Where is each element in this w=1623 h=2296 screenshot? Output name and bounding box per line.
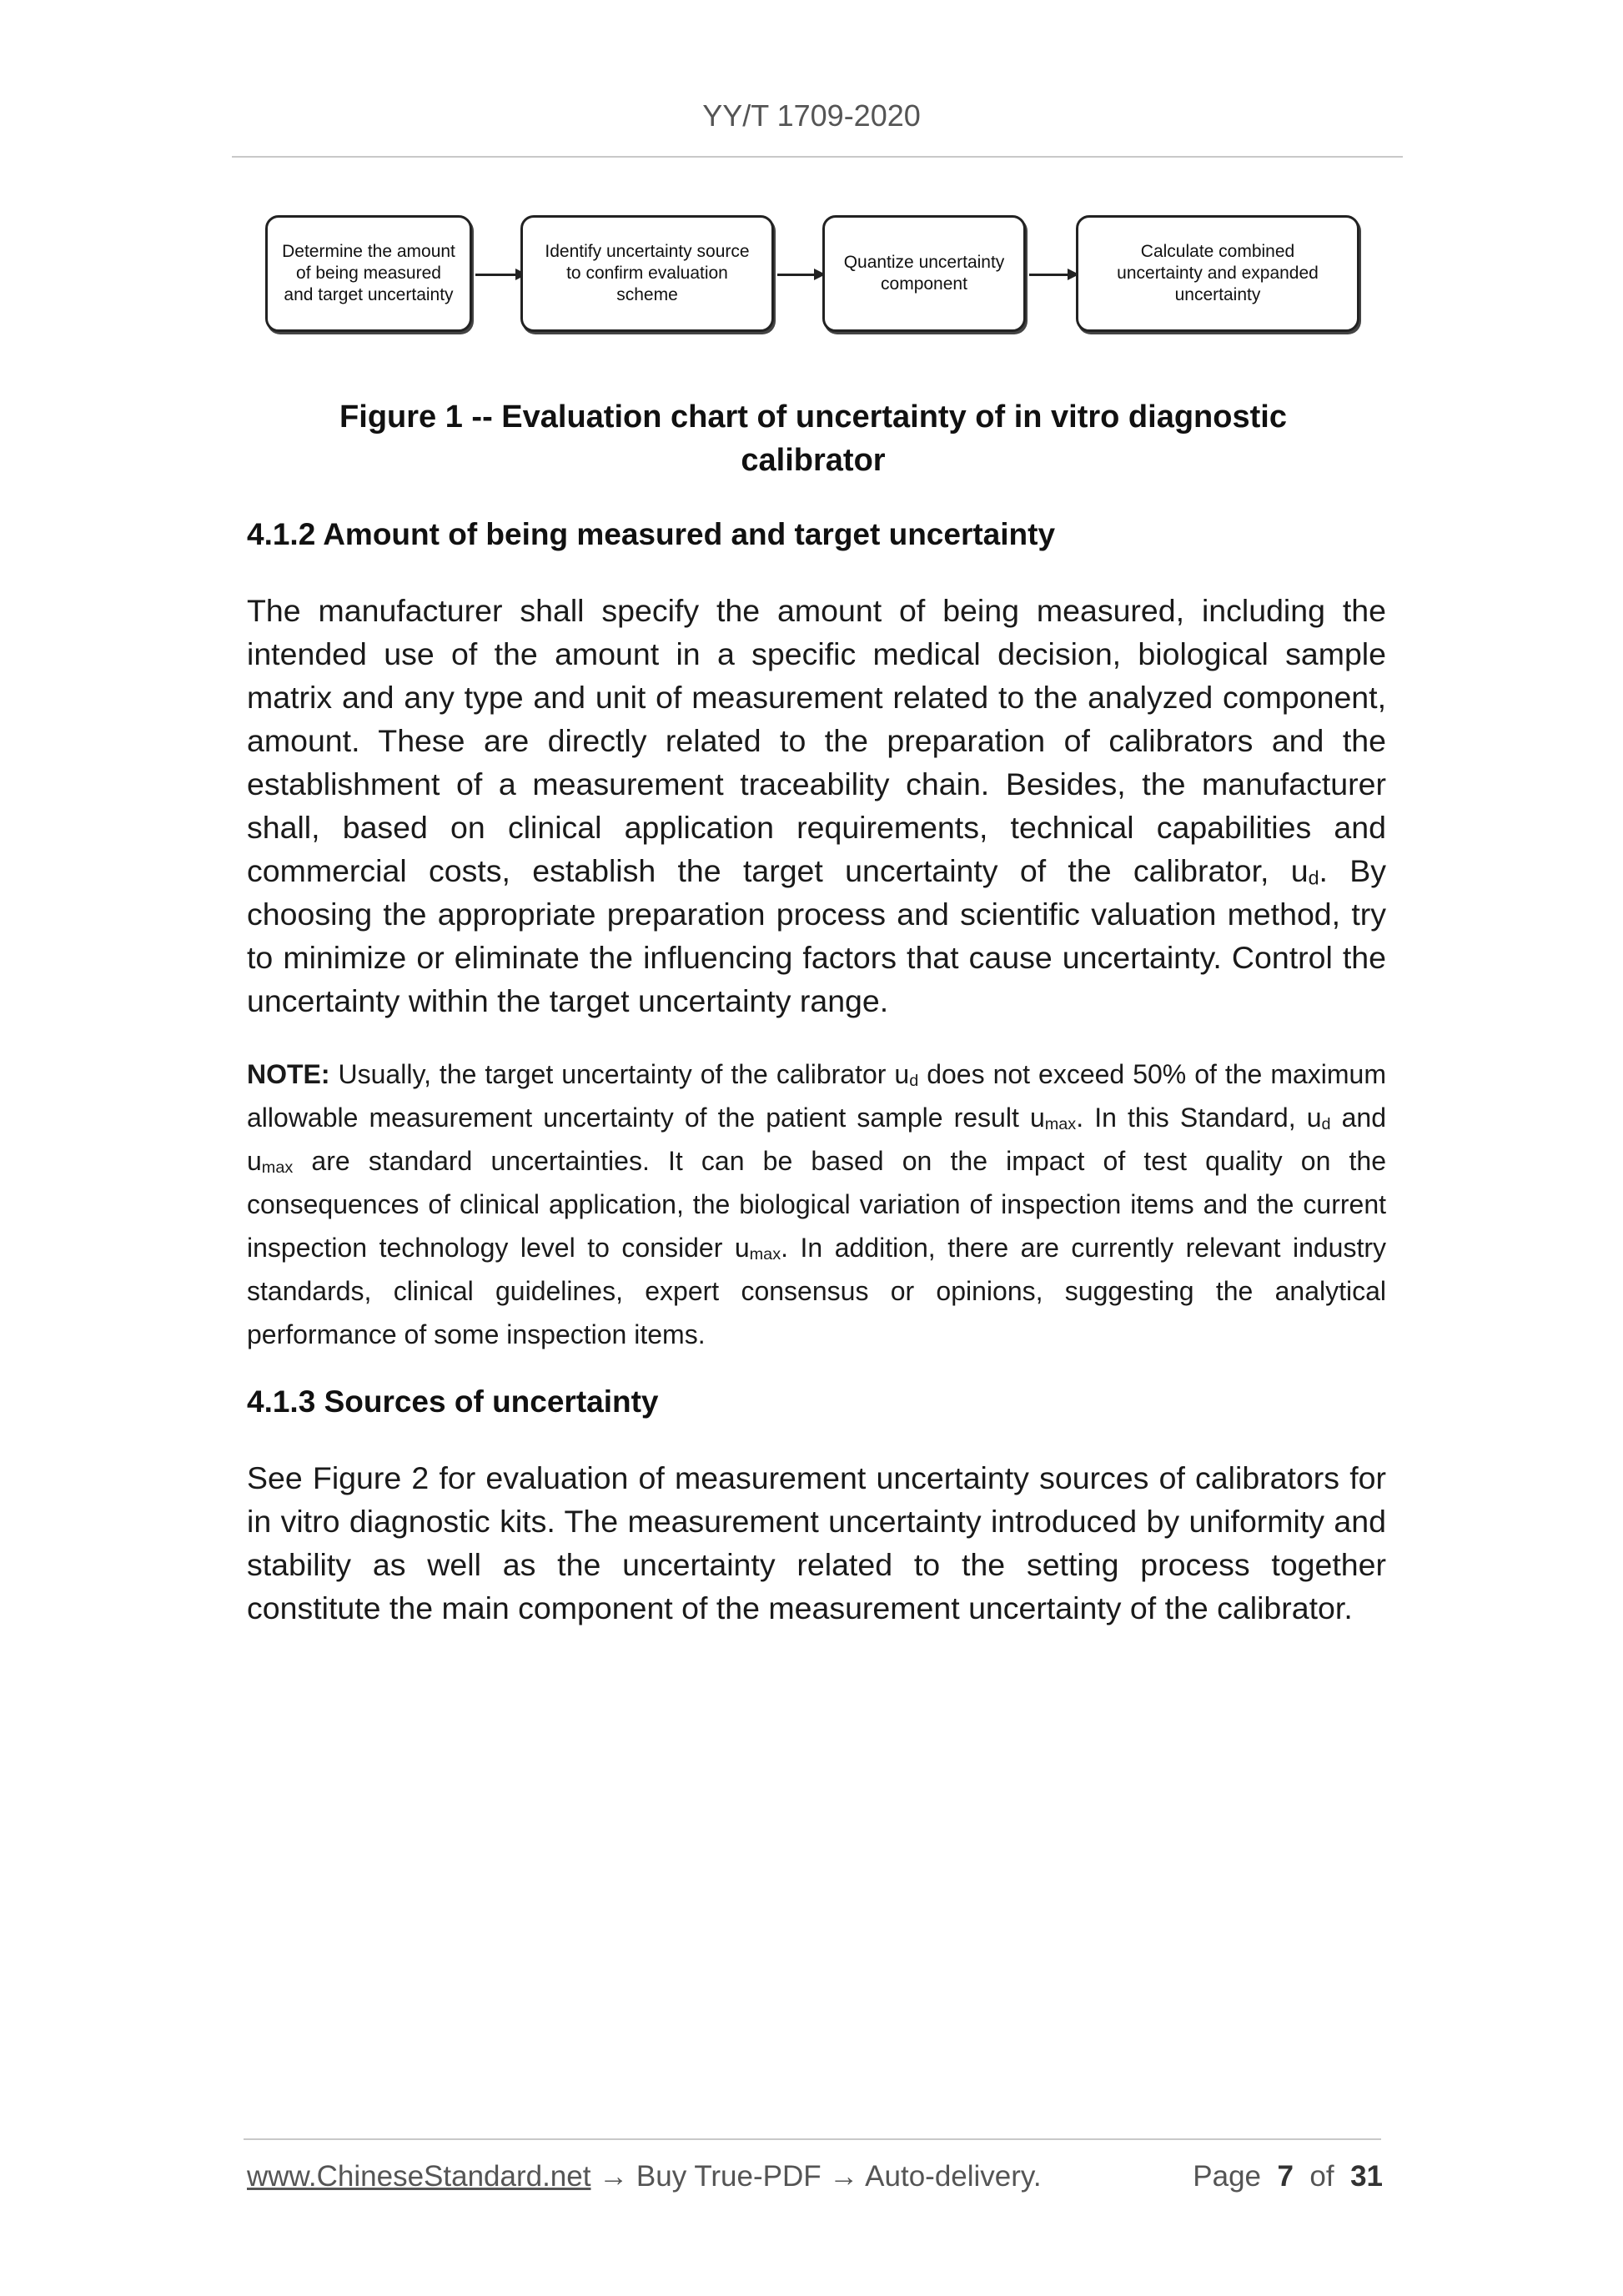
section-heading-4-1-3: 4.1.3 Sources of uncertainty [247,1384,659,1419]
footer-divider [244,2138,1381,2140]
flow-step-4 [1076,215,1359,332]
flow-step-2-label: Identify uncertainty source to confirm evaluation scheme [545,242,750,304]
flow-step-1-label: Determine the amount of being measured and target uncertainty [282,242,455,304]
note-label: NOTE: [247,1059,330,1089]
footer-promo: www.ChineseStandard.net → Buy True-PDF → Auto-delivery. [247,2160,1042,2193]
section-4-1-3-paragraph: See Figure 2 for evaluation of measurement uncertainty sources of calibrators for in vitro diagnostic kits. The measurement uncertainty introduced by uniformity and stability as well as the uncertainty related to the setting process together constitute the main component of the measurement uncertainty of the calibrator. [247,1460,1386,1625]
section-heading-4-1-2: 4.1.2 Amount of being measured and target uncertainty [247,517,1056,551]
flow-step-3 [822,215,1026,332]
flow-step-3-label: Quantize uncertainty component [843,253,1005,294]
flow-arrow-2 [777,274,824,276]
website-link[interactable]: www.ChineseStandard.net [247,2160,591,2193]
section-4-1-2-paragraph: The manufacturer shall specify the amount of being measured, including the intended use of the amount in a specific medical decision, biological sample matrix and any type and unit of measurement related to the analyzed component, amount. These are directly related to the preparation of calibrators and the establishment of a measurement traceability chain. Besides, the manufacturer shall, based on clinical application requirements, technical capabilities and commercial costs, establish the target uncertainty of the calibrator, $u_d$. By choosing the appropriate preparation process and scientific valuation method, try to minimize or eliminate the influencing factors that cause uncertainty. Control the uncertainty within the target uncertainty range. [247,593,1386,1018]
page-number: Page 7 of 31 [1193,2160,1383,2193]
flow-step-2 [520,215,774,332]
flow-arrow-3 [1029,274,1078,276]
note-paragraph: NOTE: Usually, the target uncertainty of the calibrator $u_d$ does not exceed 50% of the maximum allowable measurement uncertainty of the patient sample result $u_{max}$. In this Standard, $u_d$ and $u_{max}$ are standard uncertainties. It can be based on the impact of test quality on the consequences of clinical application, the biological variation of inspection items and the current inspection technology level to consider $u_{max}$. In addition, there are currently relevant industry standards, clinical guidelines, expert consensus or opinions, suggesting the analytical performance of some inspection items. [247,1059,1387,1349]
figure-caption: Figure 1 -- Evaluation chart of uncertainty of in vitro diagnostic calibrator [339,399,1287,478]
document-id-header: YY/T 1709-2020 [702,98,921,133]
page-footer [247,2160,1383,2202]
header-divider [232,156,1403,158]
flow-step-4-label: Calculate combined uncertainty and expanded uncertainty [1117,242,1319,304]
flow-step-1 [265,215,472,332]
uncertainty-flowchart [265,215,1359,337]
flow-arrow-1 [475,274,525,276]
